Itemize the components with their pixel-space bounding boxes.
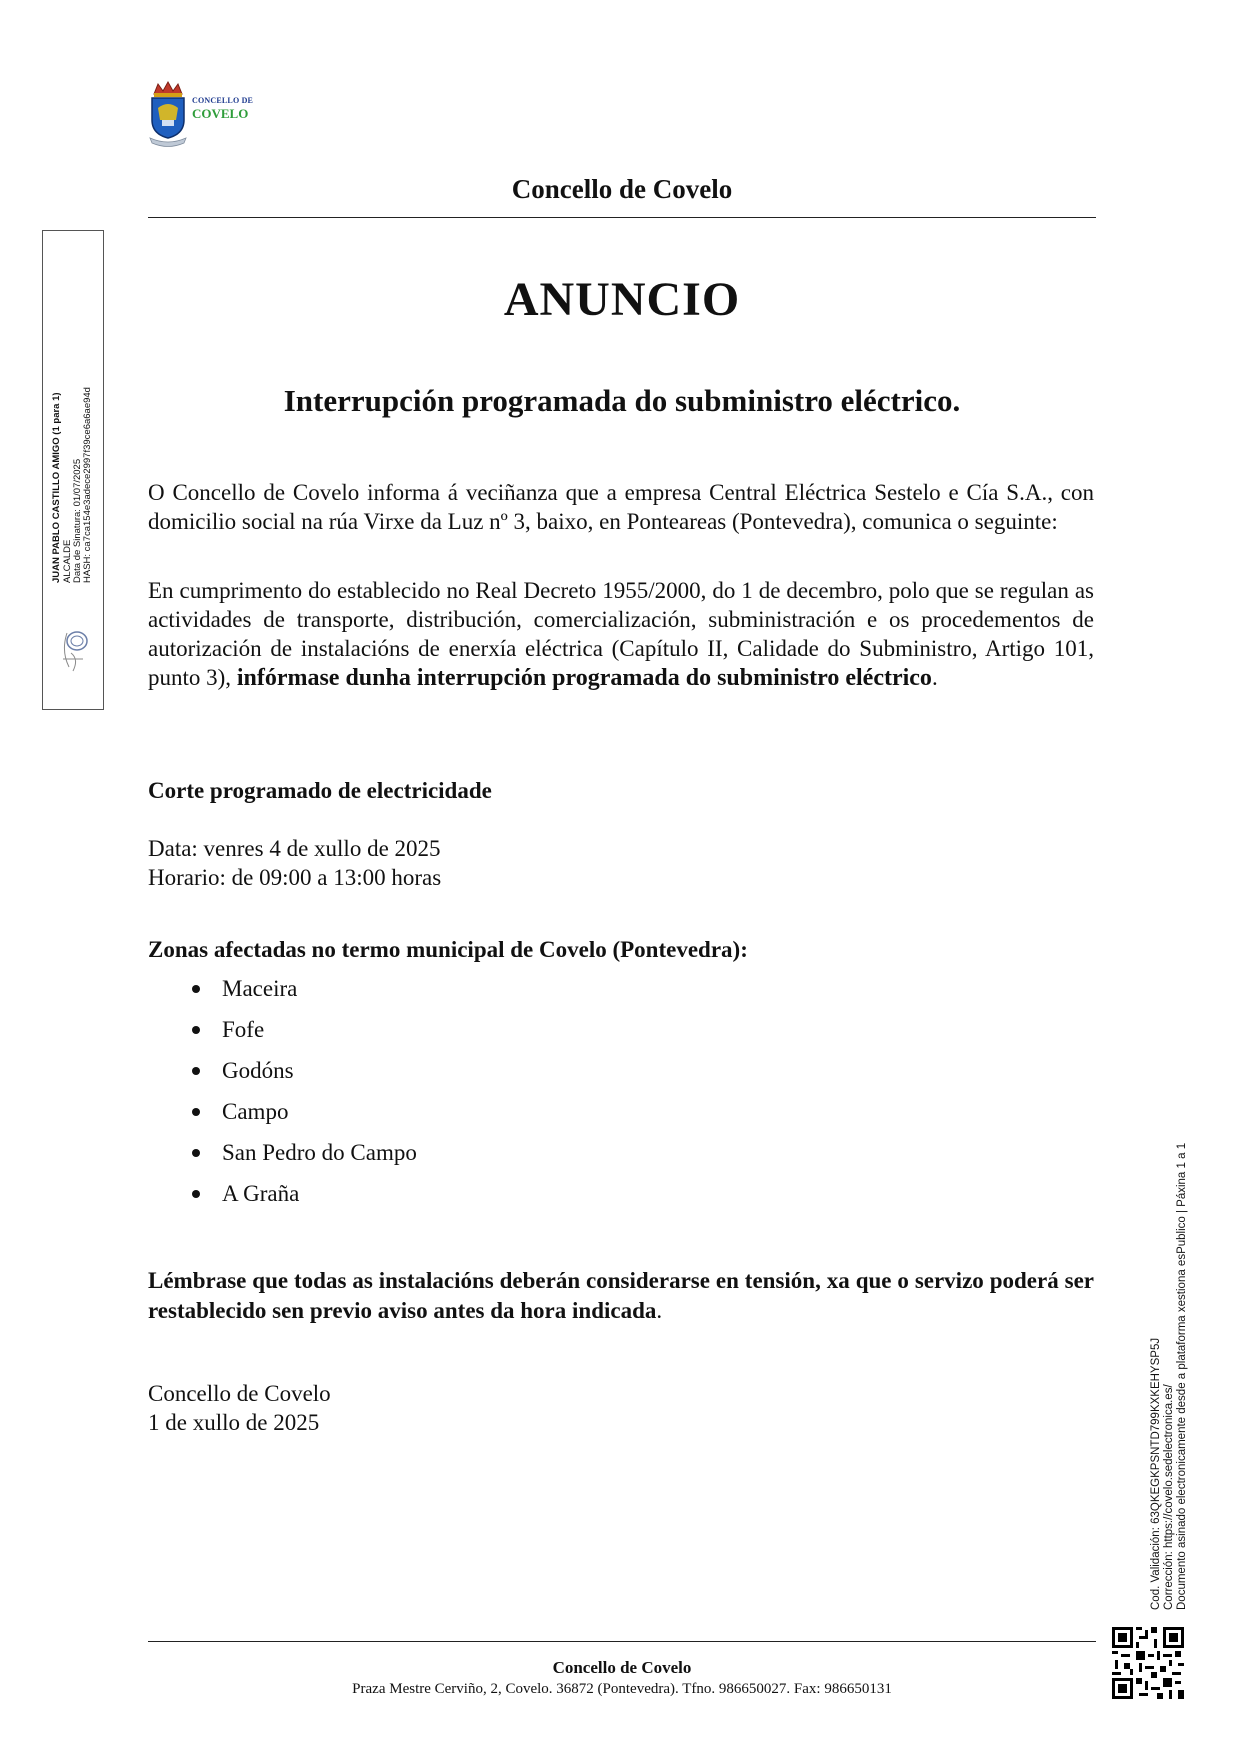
municipality-logo (148, 80, 268, 148)
signature-stamp-icon (53, 623, 93, 675)
bullet-icon (192, 985, 200, 993)
announcement-subtitle: Interrupción programada do subministro eléctrico. (283, 383, 961, 418)
zone-name: Maceira (222, 976, 298, 1001)
logo-line-1: CONCELLO DE (192, 96, 254, 105)
cut-schedule: Horario: de 09:00 a 13:00 horas (148, 865, 442, 890)
bullet-icon (192, 1026, 200, 1034)
zone-name: San Pedro do Campo (222, 1140, 417, 1165)
legal-paragraph-emphasis: infórmase dunha interrupción programada do subministro eléctrico (236, 665, 932, 691)
header-title: Concello de Covelo (511, 174, 733, 204)
bullet-icon (192, 1190, 200, 1198)
signature-date: Data de Sinatura: 01/07/2025 (72, 458, 83, 583)
coat-of-arms-icon (148, 80, 188, 148)
closing-org: Concello de Covelo (148, 1381, 331, 1406)
list-item (148, 1050, 417, 1091)
footer-address: Praza Mestre Cerviño, 2, Covelo. 36872 (Pontevedra). Tfno. 986650027. Fax: 986650131 (352, 1681, 892, 1697)
legal-paragraph-text: En cumprimento do establecido no Real Decreto 1955/2000, do 1 de decembro, polo que se regulan as actividades de transporte, distribución, comercialización, subministración e os procedementos de autorización de instalacións de enerxía eléctrica (Capítulo II, Calidade do Subministro, Artigo 101, punto 3), (148, 578, 1094, 690)
tension-notice (148, 1266, 1094, 1326)
closing-date: 1 de xullo de 2025 (148, 1410, 320, 1435)
bullet-icon (192, 1149, 200, 1157)
cut-heading: Corte programado de electricidade (148, 778, 492, 803)
footer-divider (148, 1641, 1096, 1642)
intro-paragraph: O Concello de Covelo informa á veciñanza que a empresa Central Eléctrica Sestelo e Cía S.A., con domicilio social na rúa Virxe da Luz nº 3, baixo, en Ponteareas (Pontevedra), comunica o seguinte: (148, 480, 1094, 534)
validation-url: Corrección: https://covelo.sedelectronica.es/ (1163, 1384, 1175, 1610)
zone-name: Fofe (222, 1017, 265, 1042)
legal-paragraph-end: . (931, 665, 938, 690)
zone-name: A Graña (222, 1181, 300, 1206)
logo-line-2: COVELO (192, 106, 249, 121)
footer-title: Concello de Covelo (552, 1658, 692, 1677)
tension-notice-text: Lémbrase que todas as instalacións deberán considerarse en tensión, xa que o servizo poderá ser restablecido sen previo aviso antes da hora indicada (148, 1268, 1094, 1323)
list-item (148, 1132, 417, 1173)
validation-document: Documento asinado electronicamente desde a plataforma xestiona esPublico | Páxina 1 a 1 (1176, 1142, 1188, 1610)
signature-box (42, 230, 104, 710)
qr-code-icon (1112, 1627, 1184, 1699)
tension-notice-end: . (656, 1298, 663, 1323)
zone-name: Godóns (222, 1058, 294, 1083)
zones-list (148, 968, 417, 1214)
signer-role: ALCALDE (62, 539, 73, 583)
legal-paragraph (148, 576, 1094, 693)
signer-name: JUAN PABLO CASTILLO AMIGO (1 para 1) (51, 392, 62, 583)
list-item (148, 1173, 417, 1214)
announcement-title: ANUNCIO (503, 273, 741, 326)
zones-heading: Zonas afectadas no termo municipal de Covelo (Pontevedra): (148, 937, 748, 962)
list-item (148, 968, 417, 1009)
signature-hash: HASH: ca7ca154e3adece2997f39ce6a6ae94d (82, 387, 93, 583)
validation-code: Cod. Validación: 63QKEGKPSNTD799KXKEHYSP5J (1150, 1337, 1162, 1610)
list-item (148, 1009, 417, 1050)
header-divider (148, 217, 1096, 218)
list-item (148, 1091, 417, 1132)
bullet-icon (192, 1108, 200, 1116)
bullet-icon (192, 1067, 200, 1075)
zone-name: Campo (222, 1099, 289, 1124)
cut-date: Data: venres 4 de xullo de 2025 (148, 836, 441, 861)
